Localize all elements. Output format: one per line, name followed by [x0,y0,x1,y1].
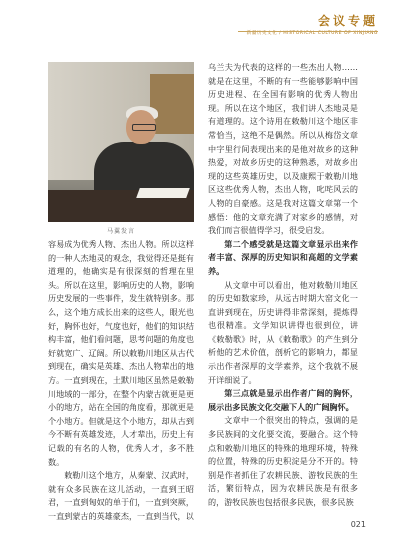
right-column-text [208,61,358,510]
paragraph: 乌兰夫为代表的这样的一些杰出人物……就是在这里，不断的有一些能够影响中国历史进程、在全国有影响的优秀人物出现。所以在这个地区，我们讲人杰地灵是有道理的。这个诗用在敕勒川这个地区非常恰当，这绝不是偶然。所以从梅岱文章中字里行间表现出来的是他对故乡的这种热爱，对故乡历史的这种熟悉，对故乡出现的这些英雄历史，以及康熙于敕勒川地区这些优秀人物，杰出人物，叱咤风云的人物的自豪感。这是我对这篇文章第一个感悟：他的文章充满了对家乡的感情，对我们而言很值得学习，很受启发。 [208,62,358,236]
paragraph: 文章中一个很突出的特点，强调的是多民族间的文化要交流，要融合。这个特点和敕勒川地区的特殊的地理环境，特殊的位置，特殊的历史积淀是分不开的。特别是作者抓住了农耕民族、游牧民族的生活，繁衍特点，因为农耕民族是有很多的，游牧民族也包括很多民族，很多民族 [208,415,358,507]
paragraph: 敕勒川这个地方，从秦蒙、汉武时，就有众多民族在这儿活动，一直到王昭君，一直到匈奴的单于们，一直到突厥，一直到蒙古的英雄豪杰，一直到当代，以 [48,470,194,521]
section-heading: 第三点就是显示出作者广阔的胸怀，展示出多民族文化交融下人的广阔胸怀。 [208,388,358,412]
section-title: 会议专题 [317,14,378,28]
paragraph: 从文章中可以看出，他对敕勒川地区的历史如数家珍，从远古时期大窑文化一直讲到现在，历史讲得非常深刻，提炼得也很精准。文学知识讲得也很到位，讲《敕勒歌》时，从《敕勒歌》的产生到分析他的艺术价值，剖析它的影响力，都显示出作者深厚的文学素养，这个我就不展开详细说了。 [208,279,358,385]
section-heading: 第二个感受就是这篇文章显示出来作者丰富、深厚的历史知识和高超的文学素养。 [208,238,358,276]
page-number: 021 [350,520,366,529]
photo-caption: 马翼发言 [106,228,135,235]
left-column-text [48,238,194,523]
section-subtitle: 新疆历史文化 / HISTORICAL CULTURE OF XINJIANG [246,31,378,36]
magazine-header [247,12,378,36]
paragraph: 容易成为优秀人物、杰出人物。所以这样的一种人杰地灵的观念，我觉得还是挺有道理的，他确实是有很深刻的哲理在里头。所以在这里，影响历史的人物，影响历史发展的一些事件，发生就特别多。那么，这个地方成长出来的这些人，眼光也好，胸怀也好，气度也好，他们的知识结构丰富，他们看问题，思考问题的角度也好就宽广、辽阔。所以敕勒川地区从古代到现在，确实是英雄、杰出人物辈出的地方。一直到现在，土默川地区虽然是敕勒川地域的一部分，在整个内蒙古就更是更小的地方，站在全国的角度看，那就更是个小地方。但就是这个小地方，却从古到今不断有英雄发迹，人才辈出，历史上有记载的有名的人物，优秀人才，多不胜数。 [48,239,194,467]
header-divider [238,31,378,32]
speaker-photo [48,62,194,222]
